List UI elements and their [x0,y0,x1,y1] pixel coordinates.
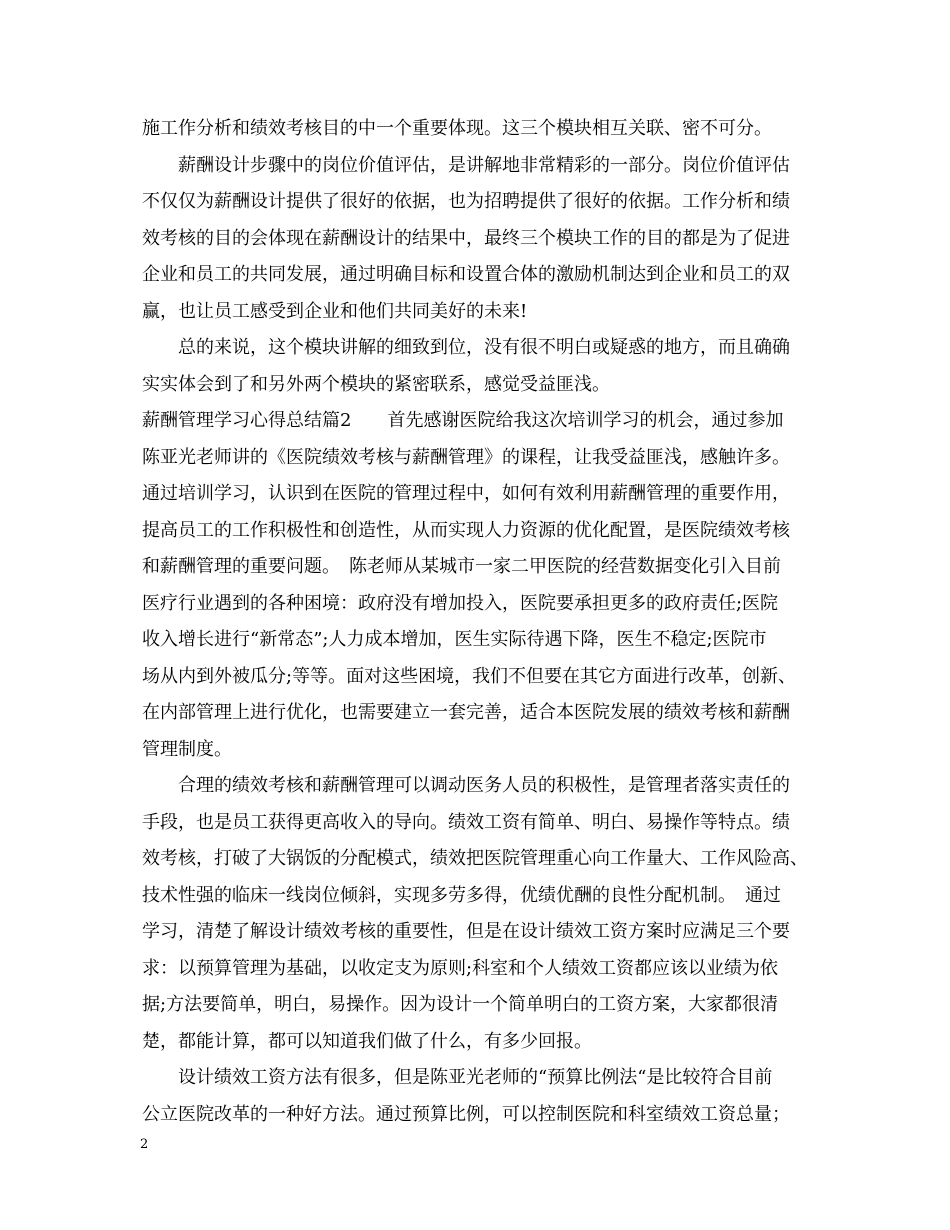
text-line: 陈亚光老师讲的《医院绩效考核与薪酬管理》的课程，让我受益匪浅，感触许多。 [142,446,790,468]
text-line: 手段，也是员工获得更高收入的导向。绩效工资有简单、明白、易操作等特点。绩 [142,811,790,833]
text-line: 通过培训学习，认识到在医院的管理过程中，如何有效利用薪酬管理的重要作用， [142,483,790,504]
text-line: 和薪酬管理的重要问题。 陈老师从某城市一家二甲医院的经营数据变化引入目前 [142,556,781,577]
text-line: 总的来说，这个模块讲解的细致到位，没有很不明白或疑惑的地方，而且确确 [142,337,790,358]
text-line: 楚，都能计算，都可以知道我们做了什么，有多少回报。 [142,1030,592,1052]
text-line: 在内部管理上进行优化，也需要建立一套完善，适合本医院发展的绩效考核和薪酬 [142,702,790,723]
text-line: 收入增长进行“新常态”;人力成本增加，医生实际待遇下降，医生不稳定;医院市 [142,629,767,650]
text-line: 效考核，打破了大锅饭的分配模式，绩效把医院管理重心向工作量大、工作风险高、 [142,848,808,869]
text-line: 企业和员工的共同发展，通过明确目标和设置合体的激励机制达到企业和员工的双 [142,264,790,285]
text-line: 技术性强的临床一线岗位倾斜，实现多劳多得，优绩优酬的良性分配机制。 通过 [142,884,781,906]
text-line: 设计绩效工资方法有很多，但是陈亚光老师的“预算比例法“是比较符合目前 [142,1067,773,1088]
text-line: 不仅仅为薪酬设计提供了很好的依据，也为招聘提供了很好的依据。工作分析和绩 [142,191,790,212]
text-line: 施工作分析和绩效考核目的中一个重要体现。这三个模块相互关联、密不可分。 [142,118,772,139]
text-line: 求：以预算管理为基础，以收定支为原则;科室和个人绩效工资都应该以业绩为依 [142,957,779,979]
text-line: 场从内到外被瓜分;等等。面对这些困境，我们不但要在其它方面进行改革，创新、 [142,665,797,687]
text-line: 医疗行业遇到的各种困境：政府没有增加投入，医院要承担更多的政府责任;医院 [142,592,779,614]
text-line: 薪酬设计步骤中的岗位价值评估，是讲解地非常精彩的一部分。岗位价值评估 [142,154,790,176]
text-line: 公立医院改革的一种好方法。通过预算比例，可以控制医院和科室绩效工资总量； [142,1103,790,1125]
page-number: 2 [140,1137,149,1152]
text-line: 合理的绩效考核和薪酬管理可以调动医务人员的积极性，是管理者落实责任的 [142,775,790,796]
text-line: 管理制度。 [142,738,232,760]
text-line: 薪酬管理学习心得总结篇2 首先感谢医院给我这次培训学习的机会，通过参加 [142,410,784,431]
text-line: 实实体会到了和另外两个模块的紧密联系，感觉受益匪浅。 [142,373,610,395]
text-line: 提高员工的工作积极性和创造性，从而实现人力资源的优化配置，是医院绩效考核 [142,519,790,541]
text-line: 学习，清楚了解设计绩效考核的重要性，但是在设计绩效工资方案时应满足三个要 [142,921,790,942]
text-line: 效考核的目的会体现在薪酬设计的结果中，最终三个模块工作的目的都是为了促进 [142,227,790,249]
text-line: 赢，也让员工感受到企业和他们共同美好的未来! [142,300,528,322]
text-line: 据;方法要简单，明白，易操作。因为设计一个简单明白的工资方案，大家都很清 [142,994,779,1015]
